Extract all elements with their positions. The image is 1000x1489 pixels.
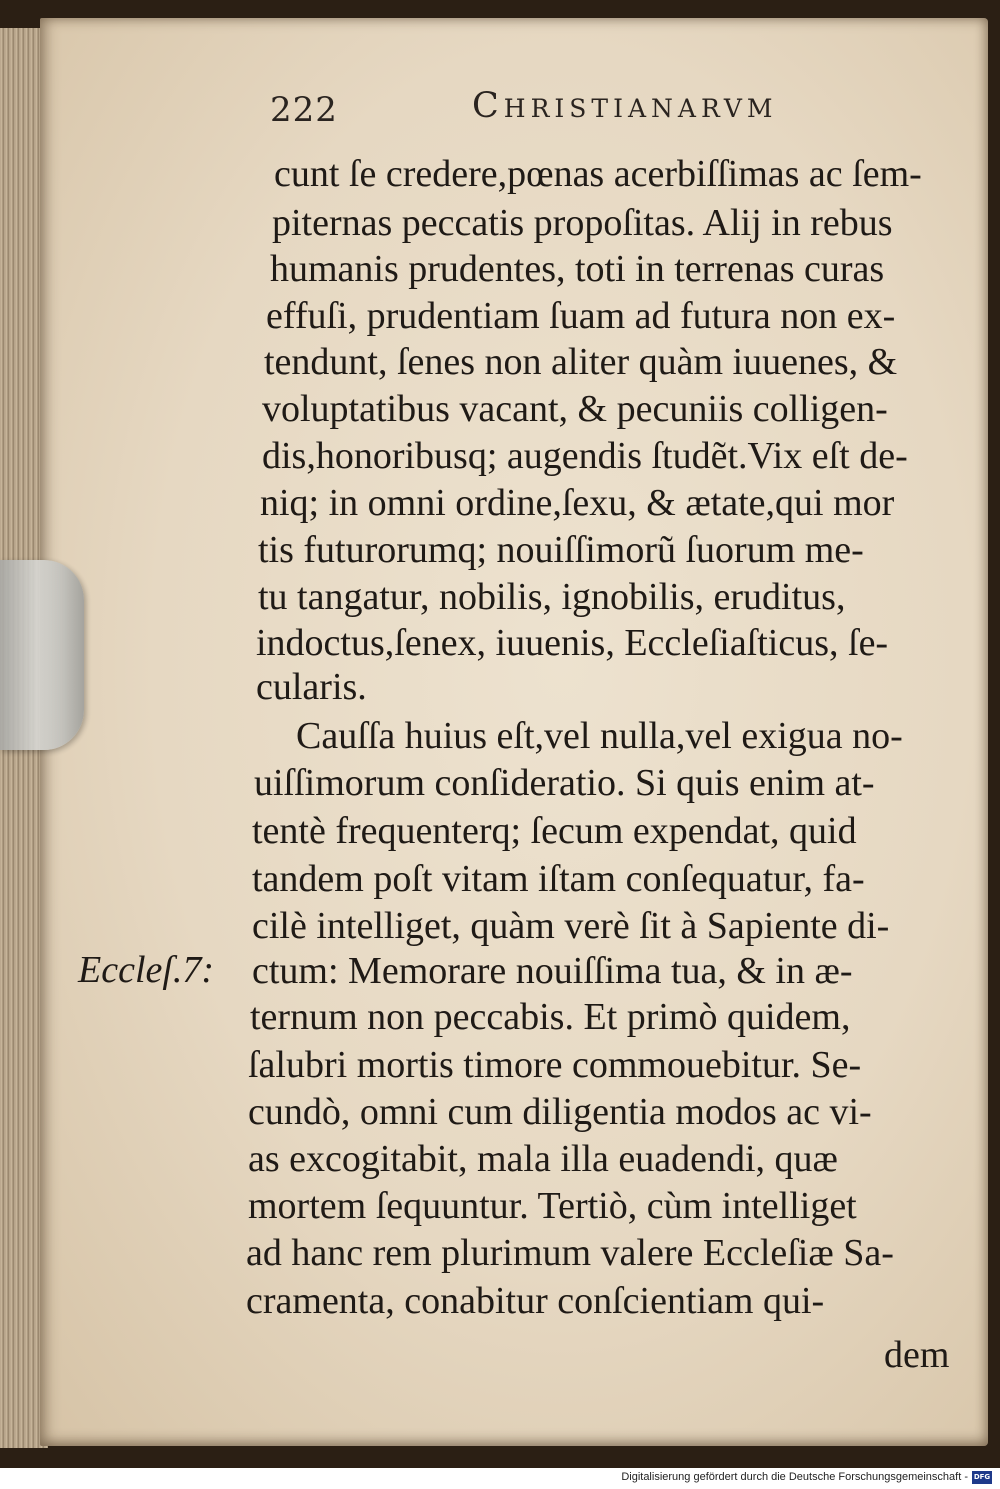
text-line: ternum non peccabis. Et primò quidem, [250, 996, 851, 1038]
text-line: niq; in omni ordine,ſexu, & ætate,qui mor [260, 482, 895, 524]
text-line: dis,honoribusq; augendis ſtudẽt.Vix eſt de- [262, 435, 908, 477]
text-line: uiſſimorum conſideratio. Si quis enim at- [254, 762, 875, 804]
text-line: cularis. [256, 666, 367, 708]
text-line: tandem poſt vitam iſtam conſequatur, fa- [252, 858, 865, 900]
text-line: as excogitabit, mala illa euadendi, quæ [248, 1138, 838, 1180]
text-line: cundò, omni cum diligentia modos ac vi- [248, 1091, 872, 1133]
dfg-logo-icon: DFG [972, 1471, 992, 1484]
text-line: indoctus,ſenex, iuuenis, Eccleſiaſticus, ſe- [256, 622, 889, 664]
text-line: ſalubri mortis timore commouebitur. Se- [248, 1044, 862, 1086]
running-head: Christianarvm [472, 86, 778, 126]
funding-credit: Digitalisierung gefördert durch die Deutsche Forschungsgemeinschaft - [621, 1471, 968, 1483]
text-line: tis futurorumq; nouiſſimorũ ſuorum me- [258, 529, 864, 571]
text-line: tentè frequenterq; ſecum expendat, quid [252, 810, 857, 852]
text-line: dem [884, 1334, 950, 1376]
text-line: piternas peccatis propoſitas. Alij in rebus [272, 202, 893, 244]
text-line: tu tangatur, nobilis, ignobilis, eruditus, [258, 576, 846, 618]
text-line: cunt ſe credere,pœnas acerbiſſimas ac ſem- [274, 153, 922, 195]
text-line: cramenta, conabitur conſcientiam qui- [246, 1280, 825, 1322]
text-line: ad hanc rem plurimum valere Eccleſiæ Sa- [246, 1232, 894, 1274]
text-line: humanis prudentes, toti in terrenas curas [270, 248, 885, 290]
text-line: effuſi, prudentiam ſuam ad futura non ex- [266, 295, 896, 337]
text-line: voluptatibus vacant, & pecuniis colligen- [262, 388, 888, 430]
text-line: mortem ſequuntur. Tertiò, cùm intelliget [248, 1185, 857, 1227]
margin-note: Eccleſ.7: [78, 949, 215, 991]
text-line: cilè intelliget, quàm verè ſit à Sapiente di- [252, 905, 890, 947]
text-line: ctum: Memorare nouiſſima tua, & in æ- [252, 950, 853, 992]
text-line: Cauſſa huius eſt,vel nulla,vel exigua no- [296, 715, 903, 757]
text-line: tendunt, ſenes non aliter quàm iuuenes, & [264, 341, 898, 383]
page-clip [0, 560, 84, 750]
page-number: 222 [270, 90, 338, 130]
